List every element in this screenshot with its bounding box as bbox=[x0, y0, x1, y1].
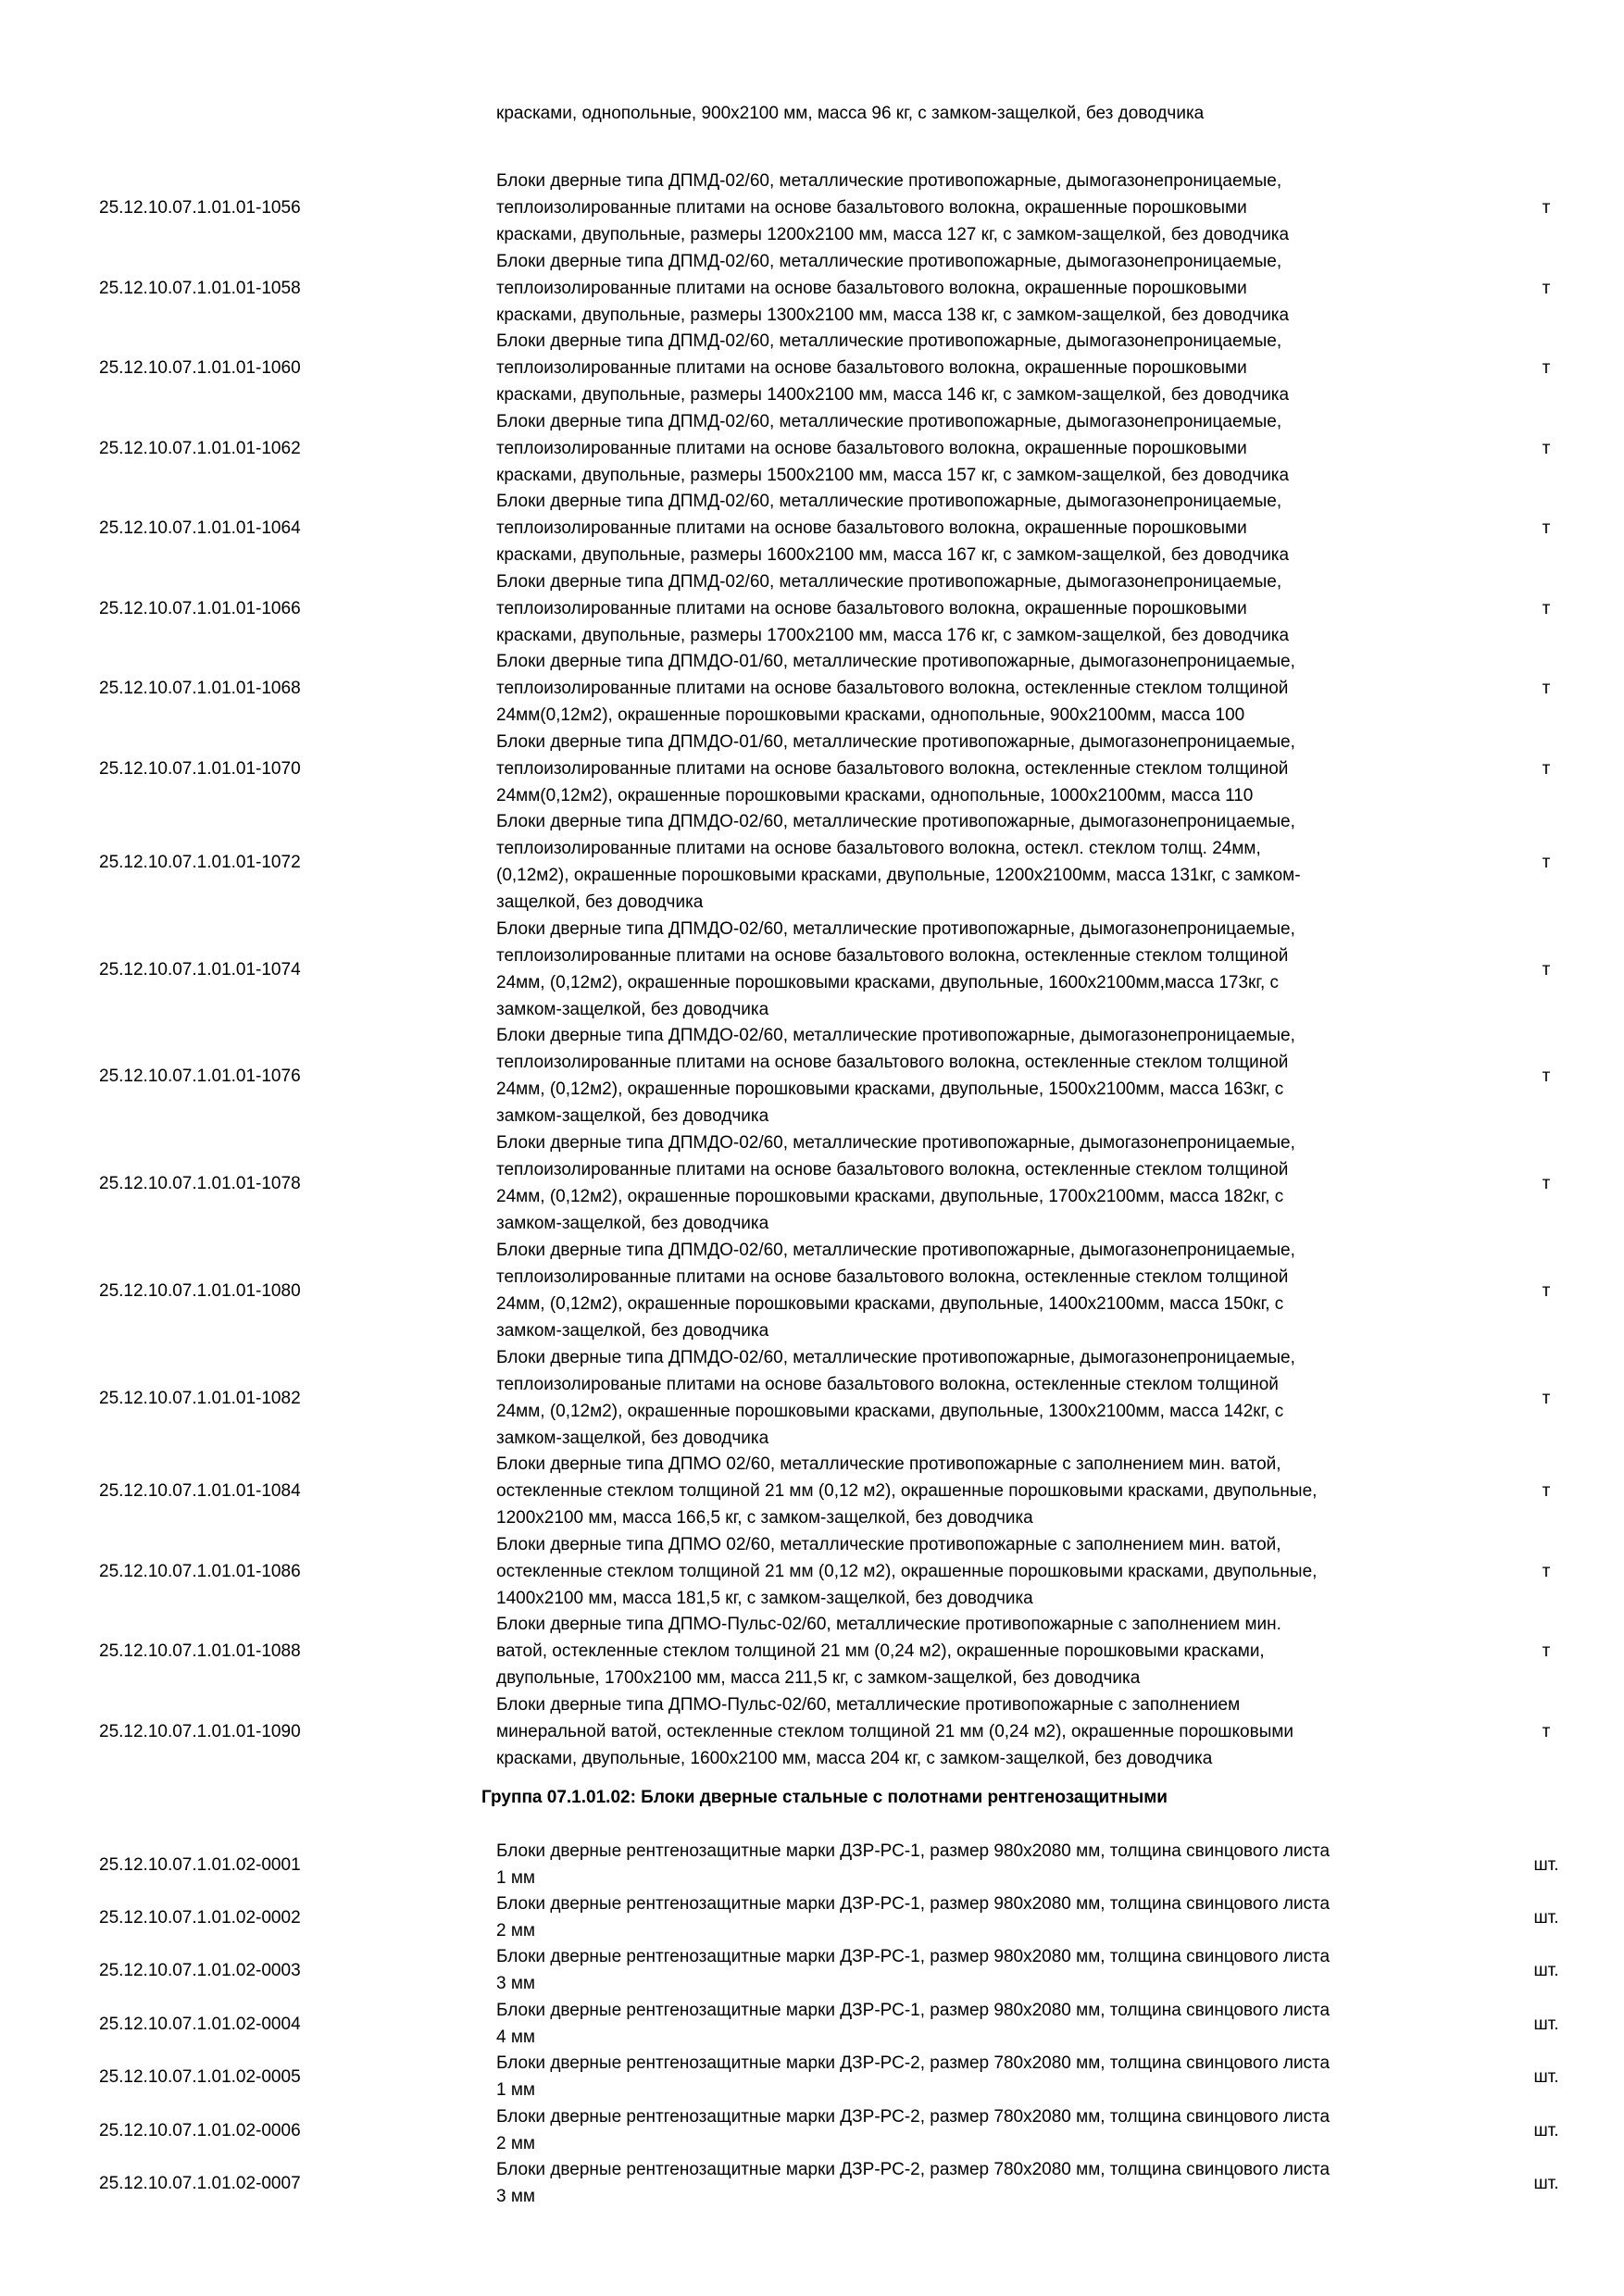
unit-of-measure: т bbox=[1542, 518, 1551, 538]
resource-code: 25.12.10.07.1.01.01-1084 bbox=[99, 1481, 301, 1501]
resource-code: 25.12.10.07.1.01.01-1080 bbox=[99, 1280, 301, 1301]
description-line: Блоки дверные типа ДПМДО-02/60, металлические противопожарные, дымогазонепроницаемые, bbox=[496, 1133, 1295, 1153]
resource-description bbox=[496, 1611, 1450, 1691]
unit-of-measure: т bbox=[1542, 358, 1551, 378]
resource-code: 25.12.10.07.1.01.02-0004 bbox=[99, 2014, 301, 2034]
description-line: Блоки дверные типа ДПМД-02/60, металлические противопожарные, дымогазонепроницаемые, bbox=[496, 572, 1282, 592]
description-line: двупольные, 1700x2100 мм, масса 211,5 кг, с замком-защелкой, без доводчика bbox=[496, 1668, 1141, 1688]
resource-description bbox=[496, 328, 1450, 408]
description-line: Блоки дверные типа ДПМДО-01/60, металлические противопожарные, дымогазонепроницаемые, bbox=[496, 652, 1295, 671]
description-line: Блоки дверные рентгенозащитные марки ДЗР-РС-2, размер 780x2080 мм, толщина свинцового листа bbox=[496, 2053, 1330, 2073]
unit-of-measure: т bbox=[1542, 852, 1551, 872]
description-line: Блоки дверные типа ДПМО 02/60, металлические противопожарные с заполнением мин. ватой, bbox=[496, 1454, 1281, 1474]
description-line: Блоки дверные типа ДПМДО-02/60, металлические противопожарные, дымогазонепроницаемые, bbox=[496, 919, 1295, 939]
resource-description bbox=[496, 1943, 1450, 1997]
resource-code: 25.12.10.07.1.01.01-1062 bbox=[99, 439, 301, 458]
description-line: красками, двупольные, размеры 1200x2100 мм, масса 127 кг, с замком-защелкой, без доводчика bbox=[496, 225, 1290, 244]
resource-code: 25.12.10.07.1.01.02-0007 bbox=[99, 2173, 301, 2193]
resource-code: 25.12.10.07.1.01.01-1064 bbox=[99, 518, 301, 538]
description-line: замком-защелкой, без доводчика bbox=[496, 1106, 769, 1126]
unit-of-measure: т bbox=[1542, 439, 1551, 458]
unit-of-measure: т bbox=[1542, 1173, 1551, 1193]
description-line: 3 мм bbox=[496, 1974, 535, 1993]
continued-description: красками, однопольные, 900x2100 мм, масса 96 кг, с замком-защелкой, без доводчика bbox=[496, 104, 1205, 123]
resource-description bbox=[496, 729, 1450, 809]
unit-of-measure: шт. bbox=[1533, 1960, 1559, 1980]
description-line: замком-защелкой, без доводчика bbox=[496, 1214, 769, 1233]
description-line: красками, двупольные, размеры 1600x2100 мм, масса 167 кг, с замком-защелкой, без доводчика bbox=[496, 545, 1290, 565]
description-line: красками, двупольные, размеры 1500x2100 мм, масса 157 кг, с замком-защелкой, без доводчика bbox=[496, 466, 1290, 485]
resource-code: 25.12.10.07.1.01.02-0003 bbox=[99, 1960, 301, 1980]
resource-description bbox=[496, 1531, 1450, 1612]
description-line: 1 мм bbox=[496, 2080, 535, 2100]
resource-code: 25.12.10.07.1.01.01-1078 bbox=[99, 1173, 301, 1193]
resource-code: 25.12.10.07.1.01.01-1082 bbox=[99, 1388, 301, 1408]
resource-description bbox=[496, 916, 1450, 1023]
description-line: Блоки дверные рентгенозащитные марки ДЗР-РС-1, размер 980x2080 мм, толщина свинцового листа bbox=[496, 1841, 1330, 1861]
description-line: Блоки дверные типа ДПМД-02/60, металлические противопожарные, дымогазонепроницаемые, bbox=[496, 171, 1282, 191]
resource-code: 25.12.10.07.1.01.01-1068 bbox=[99, 679, 301, 698]
resource-code: 25.12.10.07.1.01.01-1086 bbox=[99, 1562, 301, 1581]
unit-of-measure: шт. bbox=[1533, 1854, 1559, 1875]
description-line: красками, двупольные, размеры 1300x2100 мм, масса 138 кг, с замком-защелкой, без доводчика bbox=[496, 306, 1290, 325]
description-line: теплоизолированные плитами на основе базальтового волокна, окрашенные порошковыми bbox=[496, 358, 1247, 378]
description-line: 24мм(0,12м2), окрашенные порошковыми красками, однопольные, 900x2100мм, масса 100 bbox=[496, 705, 1245, 725]
unit-of-measure: т bbox=[1542, 1066, 1551, 1086]
resource-code: 25.12.10.07.1.01.01-1070 bbox=[99, 759, 301, 779]
description-line: теплоизолированные плитами на основе базальтового волокна, остекленные стеклом толщиной bbox=[496, 1160, 1289, 1179]
description-line: Блоки дверные рентгенозащитные марки ДЗР-РС-1, размер 980x2080 мм, толщина свинцового листа bbox=[496, 1947, 1330, 1966]
description-line: 1200x2100 мм, масса 166,5 кг, с замком-защелкой, без доводчика bbox=[496, 1508, 1033, 1528]
description-line: Блоки дверные типа ДПМО-Пульс-02/60, металлические противопожарные с заполнением мин. bbox=[496, 1615, 1281, 1634]
resource-description bbox=[496, 648, 1450, 729]
description-line: теплоизолированные плитами на основе базальтового волокна, остекленные стеклом толщиной bbox=[496, 759, 1289, 779]
description-line: теплоизолированные плитами на основе базальтового волокна, остекленные стеклом толщиной bbox=[496, 946, 1289, 966]
description-line: красками, двупольные, размеры 1700x2100 мм, масса 176 кг, с замком-защелкой, без доводчика bbox=[496, 626, 1290, 645]
resource-description bbox=[496, 1838, 1450, 1891]
description-line: (0,12м2), окрашенные порошковыми красками, двупольные, 1200x2100мм, масса 131кг, с замком- bbox=[496, 866, 1301, 885]
resource-description bbox=[496, 568, 1450, 649]
resource-description bbox=[496, 168, 1450, 248]
resource-code: 25.12.10.07.1.01.01-1058 bbox=[99, 279, 301, 298]
unit-of-measure: т bbox=[1542, 1562, 1551, 1581]
resource-description bbox=[496, 488, 1450, 568]
unit-of-measure: т bbox=[1542, 1641, 1551, 1661]
resource-description bbox=[496, 2156, 1450, 2210]
unit-of-measure: т bbox=[1542, 1722, 1551, 1741]
unit-of-measure: т bbox=[1542, 679, 1551, 698]
description-line: Блоки дверные типа ДПМДО-02/60, металлические противопожарные, дымогазонепроницаемые, bbox=[496, 812, 1295, 831]
unit-of-measure: шт. bbox=[1533, 2014, 1559, 2034]
description-line: остекленные стеклом толщиной 21 мм (0,12 м2), окрашенные порошковыми красками, двупольные, bbox=[496, 1481, 1318, 1501]
description-line: теплоизолированные плитами на основе базальтового волокна, остекленные стеклом толщиной bbox=[496, 1053, 1289, 1072]
description-line: 1 мм bbox=[496, 1868, 535, 1888]
description-line: Блоки дверные типа ДПМДО-02/60, металлические противопожарные, дымогазонепроницаемые, bbox=[496, 1241, 1295, 1260]
group-heading: Группа 07.1.01.02: Блоки дверные стальные с полотнами рентгенозащитными bbox=[481, 1788, 1168, 1807]
unit-of-measure: шт. bbox=[1533, 2066, 1559, 2087]
description-line: 24мм, (0,12м2), окрашенные порошковыми красками, двупольные, 1700x2100мм, масса 182кг, с bbox=[496, 1187, 1284, 1206]
description-line: 24мм, (0,12м2), окрашенные порошковыми красками, двупольные, 1500x2100мм, масса 163кг, с bbox=[496, 1079, 1284, 1099]
description-line: Блоки дверные рентгенозащитные марки ДЗР-РС-2, размер 780x2080 мм, толщина свинцового листа bbox=[496, 2107, 1330, 2127]
resource-code: 25.12.10.07.1.01.01-1090 bbox=[99, 1722, 301, 1741]
description-line: теплоизолированные плитами на основе базальтового волокна, окрашенные порошковыми bbox=[496, 198, 1247, 218]
unit-of-measure: т bbox=[1542, 759, 1551, 779]
resource-description bbox=[496, 1237, 1450, 1344]
description-line: 24мм, (0,12м2), окрашенные порошковыми красками, двупольные, 1300x2100мм, масса 142кг, с bbox=[496, 1402, 1284, 1421]
resource-description bbox=[496, 2050, 1450, 2103]
description-line: теплоизолированные плитами на основе базальтового волокна, остекленные стеклом толщиной bbox=[496, 1267, 1289, 1287]
resource-description bbox=[496, 1890, 1450, 1944]
resource-code: 25.12.10.07.1.01.02-0006 bbox=[99, 2120, 301, 2140]
resource-code: 25.12.10.07.1.01.02-0002 bbox=[99, 1907, 301, 1928]
description-line: Блоки дверные типа ДПМО-Пульс-02/60, металлические противопожарные с заполнением bbox=[496, 1695, 1241, 1715]
description-line: 1400x2100 мм, масса 181,5 кг, с замком-защелкой, без доводчика bbox=[496, 1589, 1033, 1608]
description-line: Блоки дверные типа ДПМДО-02/60, металлические противопожарные, дымогазонепроницаемые, bbox=[496, 1026, 1295, 1045]
resource-code: 25.12.10.07.1.01.01-1072 bbox=[99, 852, 301, 872]
description-line: ватой, остекленные стеклом толщиной 21 мм (0,24 м2), окрашенные порошковыми красками, bbox=[496, 1641, 1265, 1661]
resource-code: 25.12.10.07.1.01.01-1060 bbox=[99, 358, 301, 378]
resource-code: 25.12.10.07.1.01.02-0001 bbox=[99, 1854, 301, 1875]
description-line: защелкой, без доводчика bbox=[496, 892, 704, 912]
description-line: Блоки дверные рентгенозащитные марки ДЗР-РС-2, размер 780x2080 мм, толщина свинцового листа bbox=[496, 2160, 1330, 2179]
resource-description bbox=[496, 808, 1450, 916]
resource-description bbox=[496, 1691, 1450, 1772]
description-line: красками, двупольные, 1600x2100 мм, масса 204 кг, с замком-защелкой, без доводчика bbox=[496, 1749, 1213, 1768]
resource-description bbox=[496, 1022, 1450, 1129]
resource-description bbox=[496, 2103, 1450, 2157]
description-line: Блоки дверные типа ДПМД-02/60, металлические противопожарные, дымогазонепроницаемые, bbox=[496, 492, 1282, 511]
unit-of-measure: шт. bbox=[1533, 2173, 1559, 2193]
description-line: 3 мм bbox=[496, 2187, 535, 2206]
description-line: теплоизолированые плитами на основе базальтового волокна, остекленные стеклом толщиной bbox=[496, 1375, 1279, 1394]
description-line: Блоки дверные типа ДПМО 02/60, металлические противопожарные с заполнением мин. ватой, bbox=[496, 1535, 1281, 1554]
unit-of-measure: т bbox=[1542, 599, 1551, 618]
unit-of-measure: шт. bbox=[1533, 2120, 1559, 2140]
description-line: замком-защелкой, без доводчика bbox=[496, 1321, 769, 1341]
description-line: Блоки дверные типа ДПМД-02/60, металлические противопожарные, дымогазонепроницаемые, bbox=[496, 331, 1282, 351]
unit-of-measure: т bbox=[1542, 198, 1551, 218]
description-line: теплоизолированные плитами на основе базальтового волокна, окрашенные порошковыми bbox=[496, 279, 1247, 298]
unit-of-measure: т bbox=[1542, 1280, 1551, 1301]
description-line: теплоизолированные плитами на основе базальтового волокна, остекленные стеклом толщиной bbox=[496, 679, 1289, 698]
resource-code: 25.12.10.07.1.01.01-1074 bbox=[99, 959, 301, 980]
description-line: остекленные стеклом толщиной 21 мм (0,12 м2), окрашенные порошковыми красками, двупольные, bbox=[496, 1562, 1318, 1581]
description-line: замком-защелкой, без доводчика bbox=[496, 1000, 769, 1019]
resource-description bbox=[496, 408, 1450, 489]
description-line: теплоизолированные плитами на основе базальтового волокна, окрашенные порошковыми bbox=[496, 439, 1247, 458]
description-line: Блоки дверные типа ДПМД-02/60, металлические противопожарные, дымогазонепроницаемые, bbox=[496, 412, 1282, 431]
resource-description bbox=[496, 1344, 1450, 1452]
resource-code: 25.12.10.07.1.01.01-1076 bbox=[99, 1066, 301, 1086]
description-line: минеральной ватой, остекленные стеклом толщиной 21 мм (0,24 м2), окрашенные порошковыми bbox=[496, 1722, 1294, 1741]
description-line: Блоки дверные типа ДПМДО-01/60, металлические противопожарные, дымогазонепроницаемые, bbox=[496, 732, 1295, 752]
description-line: замком-защелкой, без доводчика bbox=[496, 1429, 769, 1448]
resource-code: 25.12.10.07.1.01.01-1088 bbox=[99, 1641, 301, 1661]
description-line: 4 мм bbox=[496, 2028, 535, 2047]
resource-code: 25.12.10.07.1.01.01-1056 bbox=[99, 198, 301, 218]
unit-of-measure: шт. bbox=[1533, 1907, 1559, 1928]
unit-of-measure: т bbox=[1542, 959, 1551, 980]
resource-description bbox=[496, 1997, 1450, 2051]
description-line: красками, двупольные, размеры 1400x2100 мм, масса 146 кг, с замком-защелкой, без доводчика bbox=[496, 385, 1290, 405]
description-line: теплоизолированные плитами на основе базальтового волокна, окрашенные порошковыми bbox=[496, 518, 1247, 538]
resource-description bbox=[496, 1451, 1450, 1531]
unit-of-measure: т bbox=[1542, 1481, 1551, 1501]
description-line: теплоизолированные плитами на основе базальтового волокна, остекл. стеклом толщ. 24мм, bbox=[496, 839, 1261, 858]
description-line: Блоки дверные рентгенозащитные марки ДЗР-РС-1, размер 980x2080 мм, толщина свинцового листа bbox=[496, 1894, 1330, 1914]
resource-code: 25.12.10.07.1.01.01-1066 bbox=[99, 599, 301, 618]
description-line: Блоки дверные типа ДПМДО-02/60, металлические противопожарные, дымогазонепроницаемые, bbox=[496, 1348, 1295, 1367]
description-line: Блоки дверные рентгенозащитные марки ДЗР-РС-1, размер 980x2080 мм, толщина свинцового листа bbox=[496, 2001, 1330, 2020]
resource-code: 25.12.10.07.1.01.02-0005 bbox=[99, 2066, 301, 2087]
unit-of-measure: т bbox=[1542, 279, 1551, 298]
description-line: 2 мм bbox=[496, 2134, 535, 2153]
resource-description bbox=[496, 1129, 1450, 1237]
unit-of-measure: т bbox=[1542, 1388, 1551, 1408]
description-line: 24мм, (0,12м2), окрашенные порошковыми красками, двупольные, 1600x2100мм,масса 173кг, с bbox=[496, 973, 1280, 992]
description-line: 24мм, (0,12м2), окрашенные порошковыми красками, двупольные, 1400x2100мм, масса 150кг, с bbox=[496, 1294, 1284, 1314]
description-line: 2 мм bbox=[496, 1921, 535, 1940]
description-line: теплоизолированные плитами на основе базальтового волокна, окрашенные порошковыми bbox=[496, 599, 1247, 618]
resource-description bbox=[496, 248, 1450, 329]
description-line: 24мм(0,12м2), окрашенные порошковыми красками, однопольные, 1000x2100мм, масса 110 bbox=[496, 786, 1254, 805]
description-line: Блоки дверные типа ДПМД-02/60, металлические противопожарные, дымогазонепроницаемые, bbox=[496, 252, 1282, 271]
